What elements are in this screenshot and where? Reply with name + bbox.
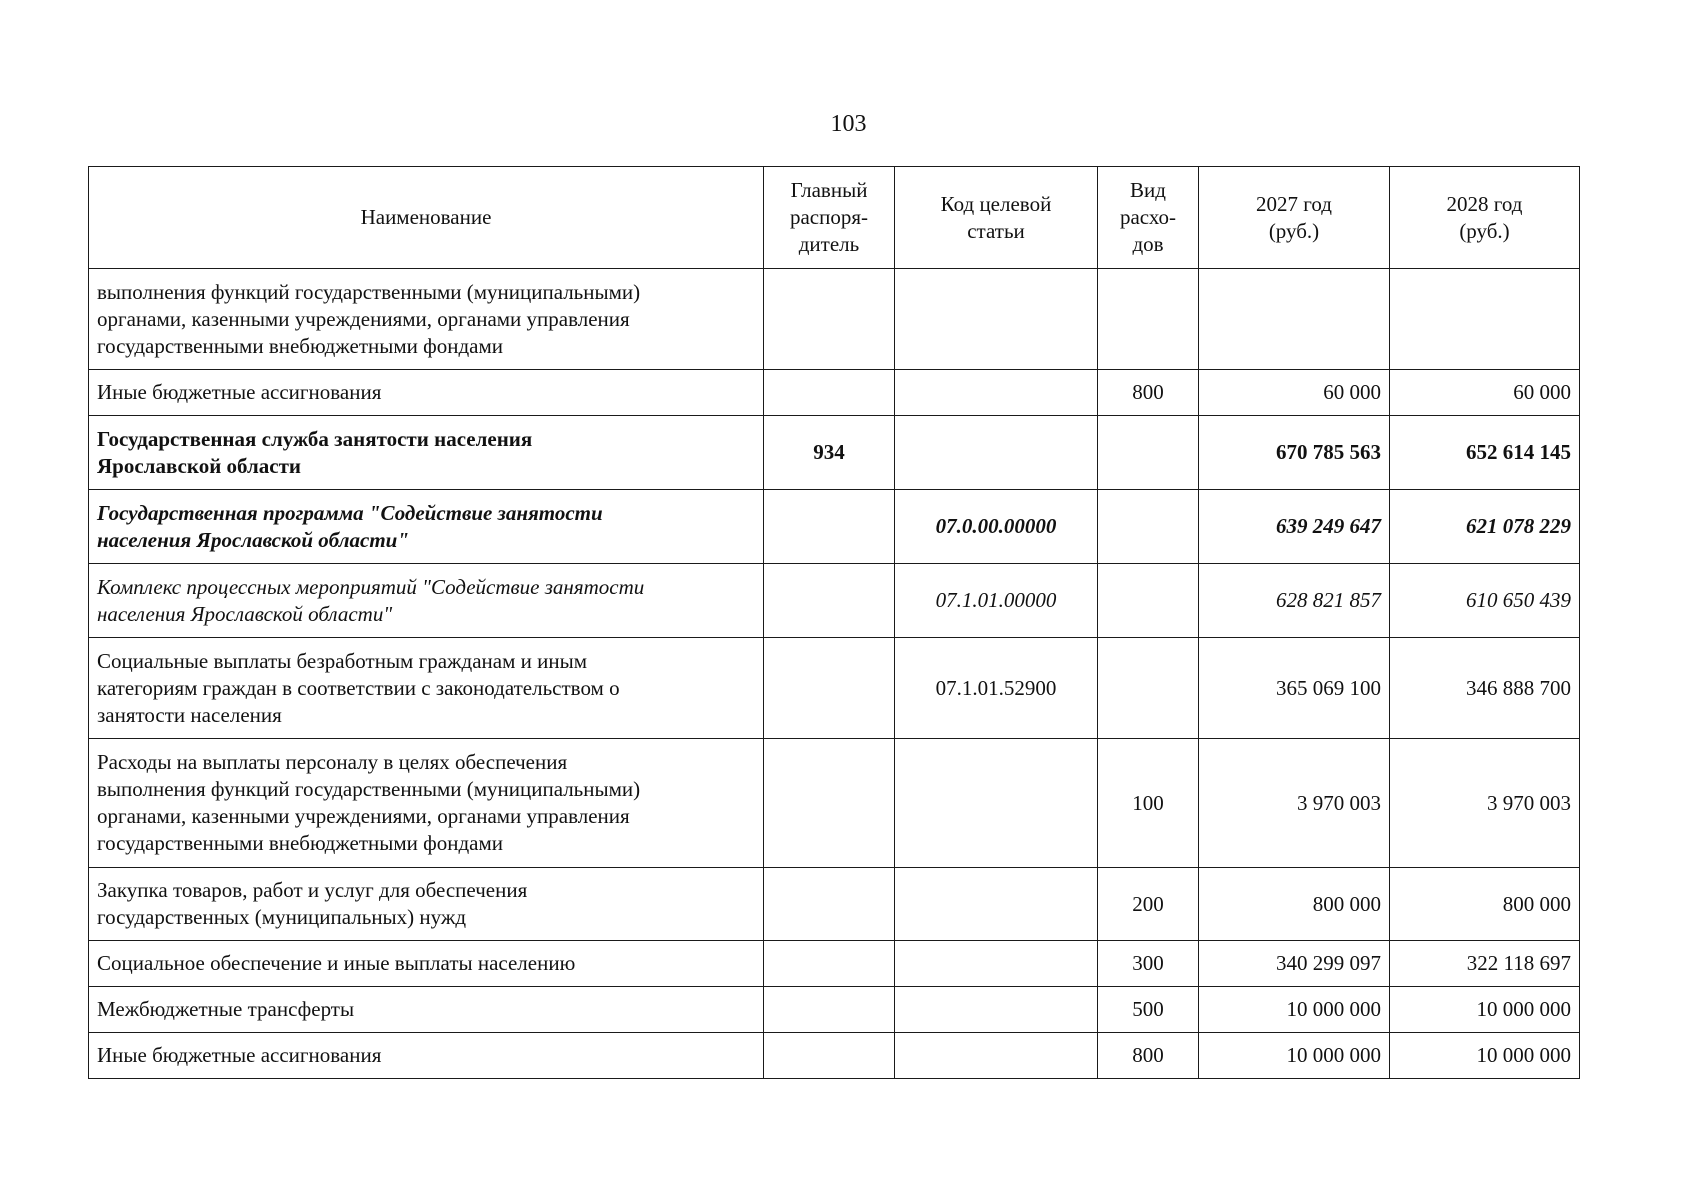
cell-code: 07.1.01.52900 xyxy=(895,638,1098,739)
cell-2027: 365 069 100 xyxy=(1199,638,1390,739)
cell-code xyxy=(895,416,1098,490)
cell-code xyxy=(895,941,1098,987)
header-year-2027: 2027 год (руб.) xyxy=(1199,167,1390,269)
table-row xyxy=(89,269,1580,370)
header-expense-type: Вид расхо- дов xyxy=(1098,167,1199,269)
cell-2028: 800 000 xyxy=(1390,868,1580,941)
cell-admin xyxy=(764,269,895,370)
cell-admin xyxy=(764,370,895,416)
cell-2027: 670 785 563 xyxy=(1199,416,1390,490)
cell-2027: 628 821 857 xyxy=(1199,564,1390,638)
cell-code xyxy=(895,987,1098,1033)
table-row xyxy=(89,987,1580,1033)
cell-2028: 10 000 000 xyxy=(1390,1033,1580,1079)
budget-table xyxy=(88,166,1580,1079)
cell-name: Государственная программа "Содействие занятости населения Ярославской области" xyxy=(89,490,764,564)
cell-type: 800 xyxy=(1098,1033,1199,1079)
cell-2028: 610 650 439 xyxy=(1390,564,1580,638)
table-row xyxy=(89,941,1580,987)
cell-2028: 3 970 003 xyxy=(1390,739,1580,868)
cell-2027: 639 249 647 xyxy=(1199,490,1390,564)
cell-code xyxy=(895,370,1098,416)
cell-type xyxy=(1098,269,1199,370)
cell-2027: 3 970 003 xyxy=(1199,739,1390,868)
cell-name: Иные бюджетные ассигнования xyxy=(89,370,764,416)
table-row xyxy=(89,564,1580,638)
cell-type: 800 xyxy=(1098,370,1199,416)
cell-2027: 800 000 xyxy=(1199,868,1390,941)
cell-type: 300 xyxy=(1098,941,1199,987)
cell-code xyxy=(895,739,1098,868)
cell-admin xyxy=(764,564,895,638)
cell-type xyxy=(1098,638,1199,739)
cell-2027: 340 299 097 xyxy=(1199,941,1390,987)
cell-admin xyxy=(764,1033,895,1079)
table-row xyxy=(89,739,1580,868)
cell-type xyxy=(1098,490,1199,564)
table-row xyxy=(89,490,1580,564)
cell-name: Иные бюджетные ассигнования xyxy=(89,1033,764,1079)
cell-type: 200 xyxy=(1098,868,1199,941)
table-row xyxy=(89,638,1580,739)
cell-2027 xyxy=(1199,269,1390,370)
cell-name: Межбюджетные трансферты xyxy=(89,987,764,1033)
table-row xyxy=(89,416,1580,490)
cell-2028 xyxy=(1390,269,1580,370)
cell-2028: 60 000 xyxy=(1390,370,1580,416)
cell-admin xyxy=(764,941,895,987)
cell-admin: 934 xyxy=(764,416,895,490)
cell-2028: 322 118 697 xyxy=(1390,941,1580,987)
table-row xyxy=(89,1033,1580,1079)
cell-type xyxy=(1098,564,1199,638)
cell-name: Закупка товаров, работ и услуг для обеспечения государственных (муниципальных) нужд xyxy=(89,868,764,941)
cell-admin xyxy=(764,987,895,1033)
cell-admin xyxy=(764,490,895,564)
cell-code xyxy=(895,1033,1098,1079)
cell-type: 500 xyxy=(1098,987,1199,1033)
table-row xyxy=(89,868,1580,941)
cell-code xyxy=(895,269,1098,370)
cell-2027: 10 000 000 xyxy=(1199,1033,1390,1079)
table-row xyxy=(89,370,1580,416)
cell-code xyxy=(895,868,1098,941)
cell-admin xyxy=(764,739,895,868)
cell-2028: 621 078 229 xyxy=(1390,490,1580,564)
cell-2028: 652 614 145 xyxy=(1390,416,1580,490)
header-year-2028: 2028 год (руб.) xyxy=(1390,167,1580,269)
cell-type: 100 xyxy=(1098,739,1199,868)
cell-name: выполнения функций государственными (муниципальными) органами, казенными учреждениями, органами управления государственными внебюджетными фондами xyxy=(89,269,764,370)
cell-name: Социальное обеспечение и иные выплаты населению xyxy=(89,941,764,987)
cell-name: Расходы на выплаты персоналу в целях обеспечения выполнения функций государственными (муниципальными) органами, казенными учреждениями, органами управления государственными внебюджетными фондами xyxy=(89,739,764,868)
cell-2027: 10 000 000 xyxy=(1199,987,1390,1033)
cell-code: 07.1.01.00000 xyxy=(895,564,1098,638)
cell-admin xyxy=(764,868,895,941)
header-target-code: Код целевой статьи xyxy=(895,167,1098,269)
header-name: Наименование xyxy=(89,167,764,269)
page-number: 103 xyxy=(830,111,867,137)
cell-2027: 60 000 xyxy=(1199,370,1390,416)
cell-code: 07.0.00.00000 xyxy=(895,490,1098,564)
cell-2028: 346 888 700 xyxy=(1390,638,1580,739)
cell-name: Комплекс процессных мероприятий "Содействие занятости населения Ярославской области" xyxy=(89,564,764,638)
header-chief-administrator: Главный распоря- дитель xyxy=(764,167,895,269)
table-header-row xyxy=(89,167,1580,269)
cell-type xyxy=(1098,416,1199,490)
cell-2028: 10 000 000 xyxy=(1390,987,1580,1033)
cell-name: Социальные выплаты безработным гражданам и иным категориям граждан в соответствии с законодательством о занятости населения xyxy=(89,638,764,739)
cell-admin xyxy=(764,638,895,739)
cell-name: Государственная служба занятости населения Ярославской области xyxy=(89,416,764,490)
